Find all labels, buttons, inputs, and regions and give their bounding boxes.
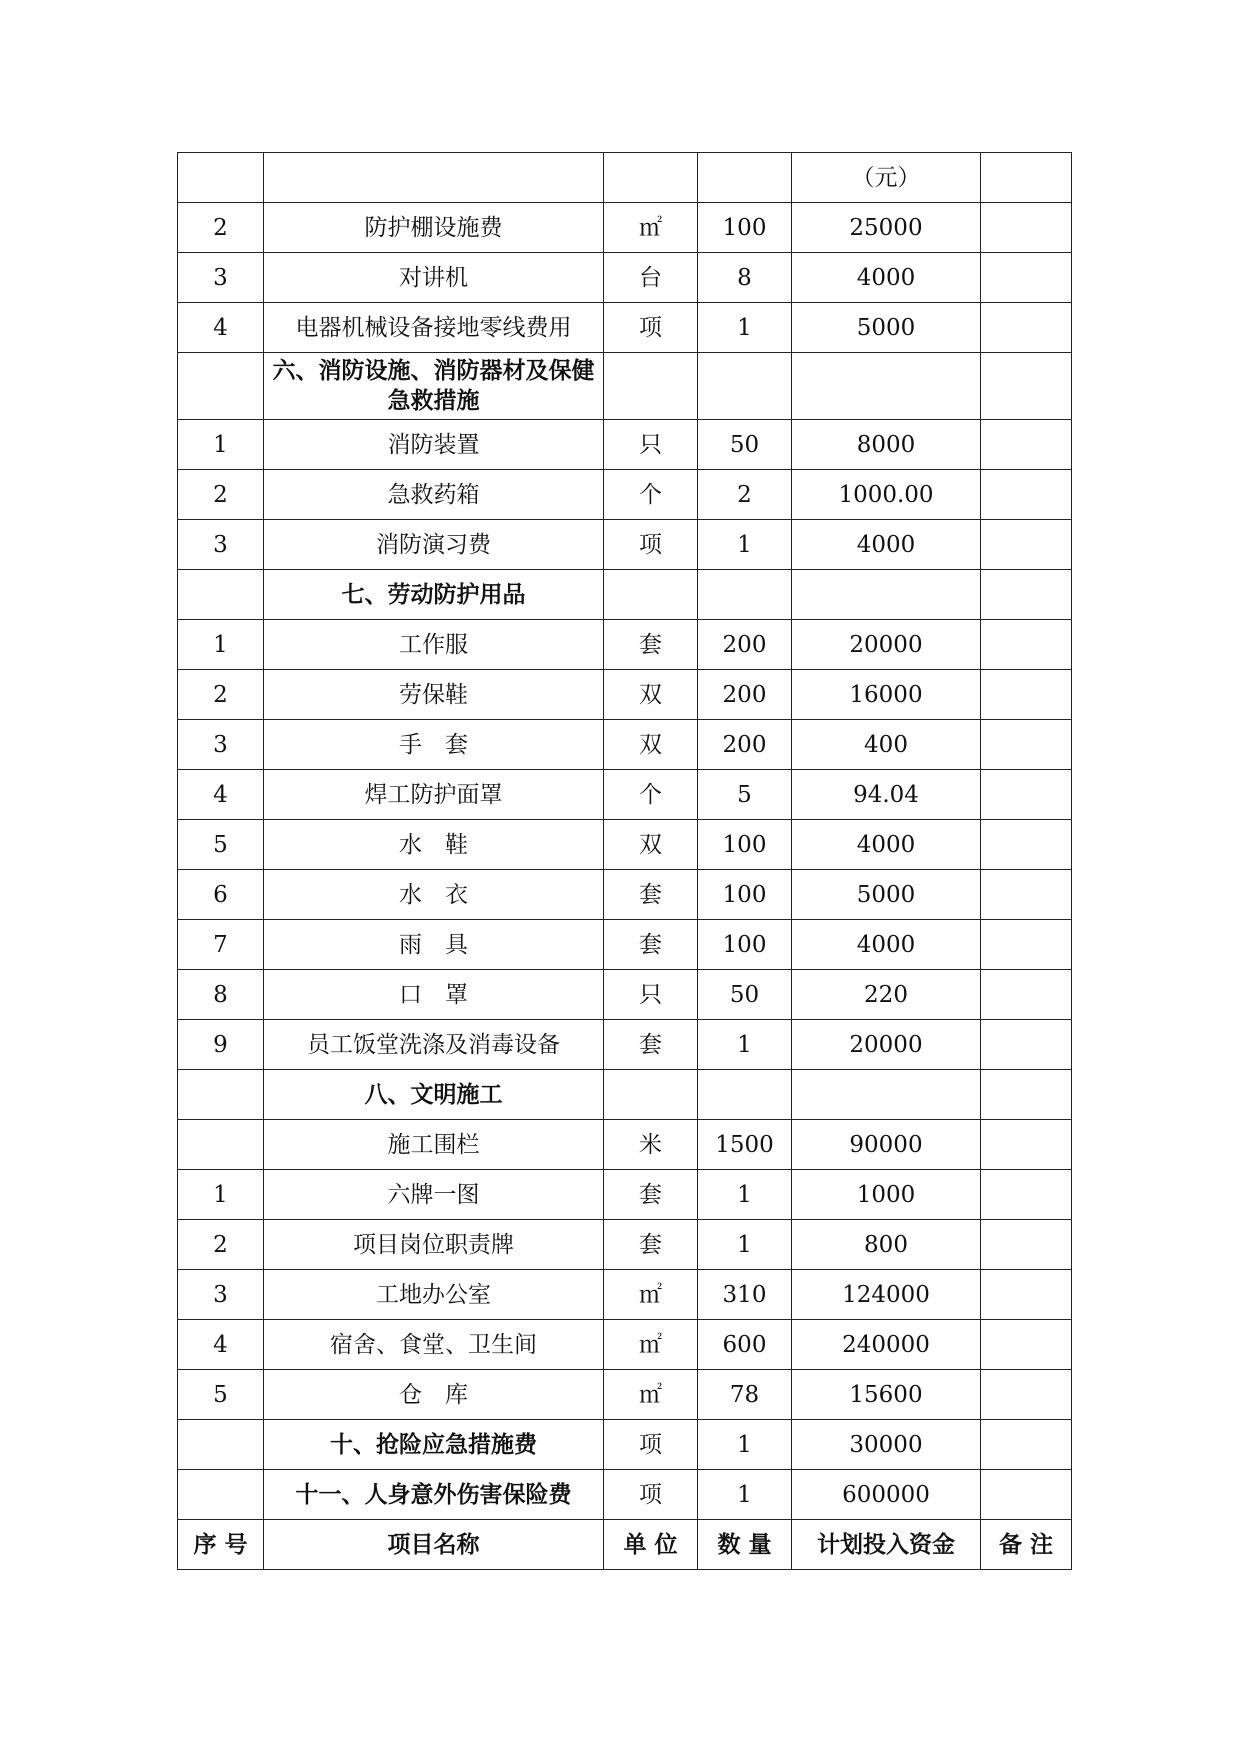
cell-no [178, 353, 264, 420]
cell-no: 7 [178, 920, 264, 970]
cell-note [981, 870, 1072, 920]
cell-qty: 1 [698, 1420, 792, 1470]
cell-unit [604, 153, 698, 203]
cell-no: 5 [178, 1370, 264, 1420]
table-row [178, 1170, 1072, 1220]
cell-amount: 30000 [792, 1420, 981, 1470]
cell-qty: 1 [698, 520, 792, 570]
cell-amount: 20000 [792, 1020, 981, 1070]
cell-qty: 200 [698, 670, 792, 720]
cell-note [981, 303, 1072, 353]
cell-amount: 400 [792, 720, 981, 770]
cell-unit: 米 [604, 1120, 698, 1170]
col-header-name: 项目名称 [264, 1520, 604, 1570]
cell-name: 八、文明施工 [264, 1070, 604, 1120]
cell-no [178, 570, 264, 620]
cell-note [981, 1270, 1072, 1320]
table-row [178, 820, 1072, 870]
cell-qty: 100 [698, 820, 792, 870]
cell-amount: 124000 [792, 1270, 981, 1320]
cell-no: 4 [178, 1320, 264, 1370]
cell-qty: 78 [698, 1370, 792, 1420]
cell-name: 消防演习费 [264, 520, 604, 570]
cell-amount: 220 [792, 970, 981, 1020]
col-header-qty: 数 量 [698, 1520, 792, 1570]
cell-amount: 240000 [792, 1320, 981, 1370]
section-row [178, 1420, 1072, 1470]
cell-amount: 94.04 [792, 770, 981, 820]
cell-note [981, 620, 1072, 670]
cell-no [178, 153, 264, 203]
cell-note [981, 253, 1072, 303]
cell-amount [792, 1070, 981, 1120]
cell-note [981, 1370, 1072, 1420]
cell-note [981, 1120, 1072, 1170]
cell-unit [604, 570, 698, 620]
cell-no: 2 [178, 470, 264, 520]
cell-qty: 8 [698, 253, 792, 303]
cell-unit: 套 [604, 920, 698, 970]
cell-note [981, 770, 1072, 820]
table-row [178, 870, 1072, 920]
cell-qty: 50 [698, 970, 792, 1020]
cell-name: 工作服 [264, 620, 604, 670]
cell-note [981, 1220, 1072, 1270]
table-row [178, 720, 1072, 770]
cell-unit: 个 [604, 770, 698, 820]
cell-amount: 800 [792, 1220, 981, 1270]
table-row [178, 1270, 1072, 1320]
cell-qty: 1 [698, 1170, 792, 1220]
cell-no [178, 1070, 264, 1120]
cell-name: 仓 库 [264, 1370, 604, 1420]
cell-amount: 25000 [792, 203, 981, 253]
cell-no: 9 [178, 1020, 264, 1070]
table-row [178, 420, 1072, 470]
cell-unit: ㎡ [604, 1370, 698, 1420]
section-row [178, 1070, 1072, 1120]
cell-name: 对讲机 [264, 253, 604, 303]
cell-note [981, 720, 1072, 770]
cell-unit: 套 [604, 1020, 698, 1070]
cell-amount: 90000 [792, 1120, 981, 1170]
cell-note [981, 470, 1072, 520]
cell-qty: 100 [698, 920, 792, 970]
cell-no [178, 1120, 264, 1170]
cell-note [981, 920, 1072, 970]
cell-amount: 4000 [792, 253, 981, 303]
cell-name: 项目岗位职责牌 [264, 1220, 604, 1270]
cell-qty [698, 1070, 792, 1120]
cell-no: 6 [178, 870, 264, 920]
cell-unit [604, 1070, 698, 1120]
cell-name: 水 衣 [264, 870, 604, 920]
cell-qty [698, 570, 792, 620]
cell-amount: （元） [792, 153, 981, 203]
cell-unit: 项 [604, 303, 698, 353]
cell-no: 2 [178, 1220, 264, 1270]
cell-note [981, 203, 1072, 253]
cell-qty: 100 [698, 870, 792, 920]
cell-no [178, 1470, 264, 1520]
cell-no: 1 [178, 1170, 264, 1220]
cell-note [981, 1020, 1072, 1070]
table-row [178, 1120, 1072, 1170]
cell-unit: 只 [604, 420, 698, 470]
cell-note [981, 970, 1072, 1020]
cell-name: 焊工防护面罩 [264, 770, 604, 820]
table-row [178, 1320, 1072, 1370]
table-row [178, 153, 1072, 203]
col-header-unit: 单 位 [604, 1520, 698, 1570]
cell-no: 5 [178, 820, 264, 870]
cell-unit: 台 [604, 253, 698, 303]
cell-qty: 5 [698, 770, 792, 820]
cell-note [981, 153, 1072, 203]
table-row [178, 470, 1072, 520]
cell-no: 3 [178, 253, 264, 303]
cell-qty: 100 [698, 203, 792, 253]
cell-unit: 项 [604, 520, 698, 570]
cell-qty: 200 [698, 720, 792, 770]
cell-name: 雨 具 [264, 920, 604, 970]
cell-no: 2 [178, 670, 264, 720]
cell-qty: 200 [698, 620, 792, 670]
table-row [178, 253, 1072, 303]
col-header-note: 备 注 [981, 1520, 1072, 1570]
header-row [178, 1520, 1072, 1570]
cell-amount: 5000 [792, 303, 981, 353]
cell-name: 手 套 [264, 720, 604, 770]
table-row [178, 1370, 1072, 1420]
cell-name: 施工围栏 [264, 1120, 604, 1170]
cell-unit: 双 [604, 820, 698, 870]
cell-no: 3 [178, 1270, 264, 1320]
cell-amount: 20000 [792, 620, 981, 670]
cell-note [981, 570, 1072, 620]
cell-name: 劳保鞋 [264, 670, 604, 720]
cell-name: 口 罩 [264, 970, 604, 1020]
cell-unit: 项 [604, 1470, 698, 1520]
cell-amount: 4000 [792, 820, 981, 870]
cell-amount: 600000 [792, 1470, 981, 1520]
table-row [178, 920, 1072, 970]
cell-no: 2 [178, 203, 264, 253]
cell-unit: 双 [604, 670, 698, 720]
cell-unit: ㎡ [604, 1270, 698, 1320]
cell-unit: 只 [604, 970, 698, 1020]
cell-name: 六牌一图 [264, 1170, 604, 1220]
cell-unit: 套 [604, 1170, 698, 1220]
section-row [178, 1470, 1072, 1520]
cell-amount: 8000 [792, 420, 981, 470]
section-row [178, 570, 1072, 620]
cell-amount: 4000 [792, 520, 981, 570]
cell-qty: 1500 [698, 1120, 792, 1170]
cell-qty: 2 [698, 470, 792, 520]
cell-amount: 1000 [792, 1170, 981, 1220]
cell-note [981, 520, 1072, 570]
cell-note [981, 1170, 1072, 1220]
cell-unit: 套 [604, 1220, 698, 1270]
cell-note [981, 820, 1072, 870]
cell-name: 电器机械设备接地零线费用 [264, 303, 604, 353]
cell-qty [698, 153, 792, 203]
cell-no: 4 [178, 770, 264, 820]
cell-qty: 1 [698, 1020, 792, 1070]
cell-name: 水 鞋 [264, 820, 604, 870]
cell-note [981, 670, 1072, 720]
table-row [178, 520, 1072, 570]
col-header-no: 序 号 [178, 1520, 264, 1570]
cell-note [981, 1320, 1072, 1370]
cell-no: 3 [178, 720, 264, 770]
table-row [178, 620, 1072, 670]
cell-unit [604, 353, 698, 420]
cell-note [981, 1420, 1072, 1470]
table-row [178, 970, 1072, 1020]
cell-amount [792, 353, 981, 420]
table-body [178, 153, 1072, 1520]
cell-name: 七、劳动防护用品 [264, 570, 604, 620]
cell-no: 1 [178, 620, 264, 670]
cell-name: 防护棚设施费 [264, 203, 604, 253]
table-row [178, 303, 1072, 353]
cell-unit: 套 [604, 620, 698, 670]
cell-amount: 16000 [792, 670, 981, 720]
col-header-amount: 计划投入资金 [792, 1520, 981, 1570]
cell-amount [792, 570, 981, 620]
cell-name: 员工饭堂洗涤及消毒设备 [264, 1020, 604, 1070]
cell-note [981, 1070, 1072, 1120]
budget-table [177, 152, 1072, 1570]
cell-qty [698, 353, 792, 420]
table-row [178, 770, 1072, 820]
cell-unit: 套 [604, 870, 698, 920]
cell-note [981, 353, 1072, 420]
cell-no: 1 [178, 420, 264, 470]
cell-name: 六、消防设施、消防器材及保健急救措施 [264, 353, 604, 420]
cell-name: 十一、人身意外伤害保险费 [264, 1470, 604, 1520]
cell-qty: 50 [698, 420, 792, 470]
section-row [178, 353, 1072, 420]
cell-amount: 15600 [792, 1370, 981, 1420]
cell-name: 宿舍、食堂、卫生间 [264, 1320, 604, 1370]
cell-amount: 5000 [792, 870, 981, 920]
cell-note [981, 420, 1072, 470]
cell-qty: 1 [698, 303, 792, 353]
cell-unit: 项 [604, 1420, 698, 1470]
cell-qty: 310 [698, 1270, 792, 1320]
cell-name: 十、抢险应急措施费 [264, 1420, 604, 1470]
cell-unit: ㎡ [604, 1320, 698, 1370]
cell-name [264, 153, 604, 203]
cell-no: 4 [178, 303, 264, 353]
table-row [178, 1020, 1072, 1070]
cell-amount: 4000 [792, 920, 981, 970]
cell-unit: 双 [604, 720, 698, 770]
cell-unit: ㎡ [604, 203, 698, 253]
cell-unit: 个 [604, 470, 698, 520]
cell-name: 工地办公室 [264, 1270, 604, 1320]
cell-qty: 1 [698, 1470, 792, 1520]
cell-amount: 1000.00 [792, 470, 981, 520]
cell-no: 8 [178, 970, 264, 1020]
cell-qty: 1 [698, 1220, 792, 1270]
cell-qty: 600 [698, 1320, 792, 1370]
cell-name: 急救药箱 [264, 470, 604, 520]
cell-name: 消防装置 [264, 420, 604, 470]
cell-no: 3 [178, 520, 264, 570]
table-row [178, 1220, 1072, 1270]
cell-no [178, 1420, 264, 1470]
table-row [178, 670, 1072, 720]
table-row [178, 203, 1072, 253]
cell-note [981, 1470, 1072, 1520]
